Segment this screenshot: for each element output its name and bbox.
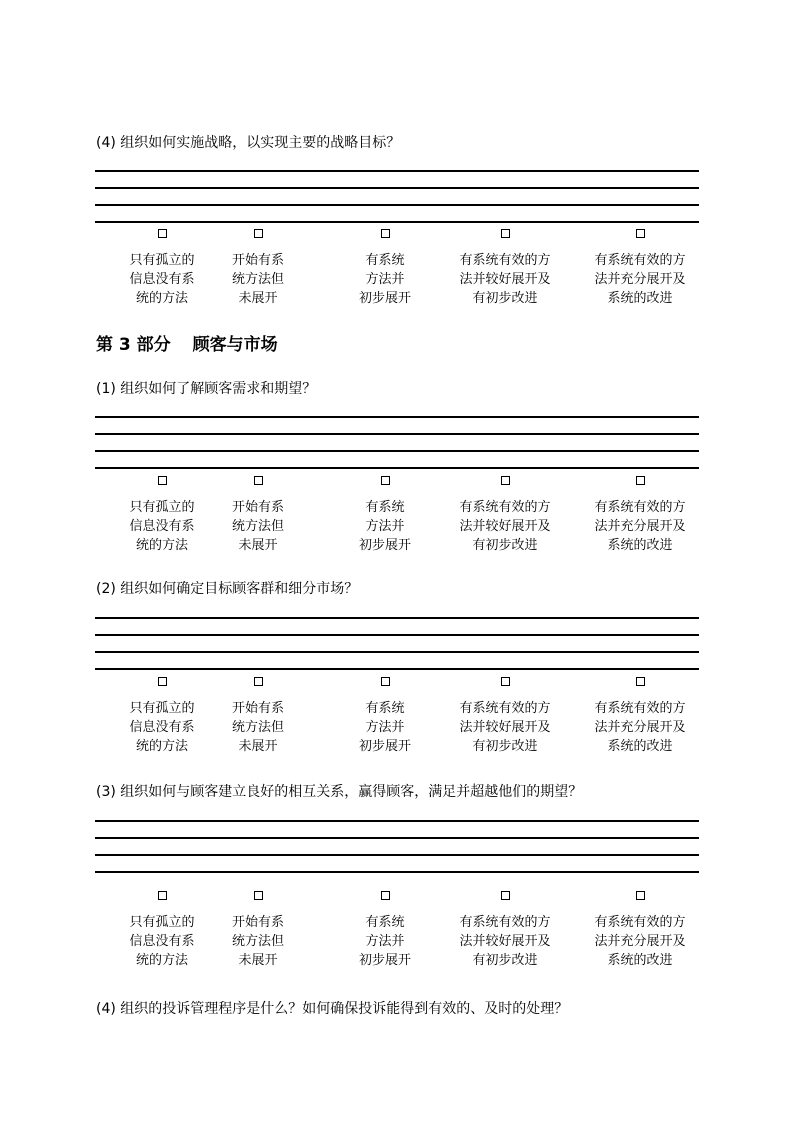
question-3-4: (4) 组织的投诉管理程序是什么？如何确保投诉能得到有效的、及时的处理？ bbox=[96, 1001, 569, 1017]
answer-line[interactable] bbox=[95, 820, 699, 822]
rating-option-3[interactable] bbox=[325, 891, 445, 970]
checkbox[interactable] bbox=[501, 476, 510, 485]
checkbox[interactable] bbox=[158, 677, 167, 686]
answer-line[interactable] bbox=[95, 221, 699, 223]
rating-option-label: 开始有系 统方法但 未展开 bbox=[231, 253, 284, 306]
rating-option-label: 有系统有效的方 法并较好展开及 有初步改进 bbox=[459, 701, 551, 754]
checkbox[interactable] bbox=[636, 476, 645, 485]
checkbox[interactable] bbox=[636, 891, 645, 900]
checkbox[interactable] bbox=[254, 229, 263, 238]
rating-option-2[interactable] bbox=[198, 476, 318, 555]
checkbox[interactable] bbox=[254, 476, 263, 485]
checkbox[interactable] bbox=[381, 677, 390, 686]
checkbox[interactable] bbox=[158, 476, 167, 485]
rating-option-label: 只有孤立的 信息没有系 统的方法 bbox=[129, 500, 195, 553]
rating-option-3[interactable] bbox=[325, 229, 445, 308]
rating-option-label: 有系统 方法并 初步展开 bbox=[358, 915, 411, 968]
rating-option-2[interactable] bbox=[198, 229, 318, 308]
rating-option-label: 有系统有效的方 法并充分展开及 系统的改进 bbox=[594, 500, 686, 553]
rating-option-5[interactable] bbox=[580, 891, 700, 970]
checkbox[interactable] bbox=[381, 476, 390, 485]
rating-scale-2-4 bbox=[0, 229, 794, 313]
answer-line[interactable] bbox=[95, 837, 699, 839]
rating-option-4[interactable] bbox=[445, 891, 565, 970]
checkbox[interactable] bbox=[254, 891, 263, 900]
checkbox[interactable] bbox=[636, 677, 645, 686]
rating-option-label: 有系统有效的方 法并充分展开及 系统的改进 bbox=[594, 253, 686, 306]
rating-option-3[interactable] bbox=[325, 677, 445, 756]
rating-option-4[interactable] bbox=[445, 476, 565, 555]
rating-option-label: 只有孤立的 信息没有系 统的方法 bbox=[129, 915, 195, 968]
checkbox[interactable] bbox=[254, 677, 263, 686]
rating-option-label: 只有孤立的 信息没有系 统的方法 bbox=[129, 253, 195, 306]
rating-option-5[interactable] bbox=[580, 677, 700, 756]
answer-line[interactable] bbox=[95, 467, 699, 469]
checkbox[interactable] bbox=[381, 891, 390, 900]
question-2-4: (4) 组织如何实施战略，以实现主要的战略目标？ bbox=[96, 135, 401, 151]
rating-option-label: 有系统 方法并 初步展开 bbox=[358, 253, 411, 306]
rating-option-5[interactable] bbox=[580, 476, 700, 555]
checkbox[interactable] bbox=[381, 229, 390, 238]
checkbox[interactable] bbox=[158, 891, 167, 900]
rating-option-3[interactable] bbox=[325, 476, 445, 555]
rating-option-5[interactable] bbox=[580, 229, 700, 308]
answer-line[interactable] bbox=[95, 204, 699, 206]
checkbox[interactable] bbox=[501, 677, 510, 686]
rating-option-label: 有系统有效的方 法并较好展开及 有初步改进 bbox=[459, 500, 551, 553]
section-number: 第 3 部分 bbox=[96, 335, 171, 355]
rating-option-4[interactable] bbox=[445, 229, 565, 308]
checkbox[interactable] bbox=[636, 229, 645, 238]
answer-line[interactable] bbox=[95, 871, 699, 873]
rating-option-label: 有系统有效的方 法并充分展开及 系统的改进 bbox=[594, 915, 686, 968]
rating-option-label: 只有孤立的 信息没有系 统的方法 bbox=[129, 701, 195, 754]
answer-line[interactable] bbox=[95, 170, 699, 172]
answer-line[interactable] bbox=[95, 617, 699, 619]
rating-option-label: 有系统 方法并 初步展开 bbox=[358, 701, 411, 754]
rating-option-label: 有系统有效的方 法并充分展开及 系统的改进 bbox=[594, 701, 686, 754]
question-3-3: (3) 组织如何与顾客建立良好的相互关系，赢得顾客，满足并超越他们的期望？ bbox=[96, 784, 583, 800]
rating-option-label: 开始有系 统方法但 未展开 bbox=[231, 701, 284, 754]
answer-line[interactable] bbox=[95, 187, 699, 189]
answer-line[interactable] bbox=[95, 854, 699, 856]
question-3-2: (2) 组织如何确定目标顾客群和细分市场？ bbox=[96, 581, 359, 597]
rating-scale-3-1 bbox=[0, 476, 794, 560]
answer-line[interactable] bbox=[95, 450, 699, 452]
answer-line[interactable] bbox=[95, 433, 699, 435]
rating-scale-3-2 bbox=[0, 677, 794, 761]
answer-line[interactable] bbox=[95, 668, 699, 670]
section-title bbox=[96, 334, 278, 356]
answer-line[interactable] bbox=[95, 651, 699, 653]
section-name: 顾客与市场 bbox=[192, 335, 278, 355]
rating-scale-3-3 bbox=[0, 891, 794, 975]
checkbox[interactable] bbox=[501, 891, 510, 900]
answer-line[interactable] bbox=[95, 416, 699, 418]
rating-option-label: 开始有系 统方法但 未展开 bbox=[231, 500, 284, 553]
rating-option-4[interactable] bbox=[445, 677, 565, 756]
checkbox[interactable] bbox=[501, 229, 510, 238]
rating-option-2[interactable] bbox=[198, 677, 318, 756]
checkbox[interactable] bbox=[158, 229, 167, 238]
question-3-1: (1) 组织如何了解顾客需求和期望？ bbox=[96, 381, 317, 397]
rating-option-label: 开始有系 统方法但 未展开 bbox=[231, 915, 284, 968]
rating-option-label: 有系统 方法并 初步展开 bbox=[358, 500, 411, 553]
answer-line[interactable] bbox=[95, 634, 699, 636]
rating-option-label: 有系统有效的方 法并较好展开及 有初步改进 bbox=[459, 253, 551, 306]
rating-option-2[interactable] bbox=[198, 891, 318, 970]
rating-option-label: 有系统有效的方 法并较好展开及 有初步改进 bbox=[459, 915, 551, 968]
